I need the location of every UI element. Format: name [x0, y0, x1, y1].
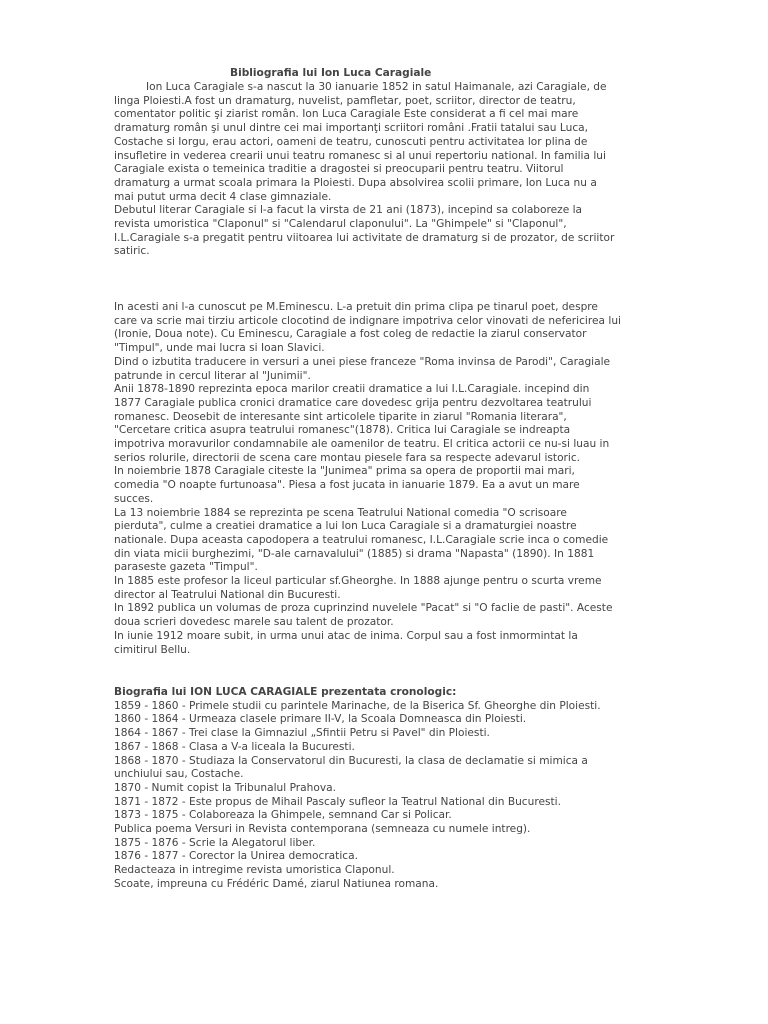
text-line: satiric.	[114, 245, 150, 258]
chronology-line: 1870 - Numit copist la Tribunalul Prahova.	[114, 781, 336, 794]
text-line: Caragiale exista o temeinica traditie a dragostei si preocuparii pentru teatru. Viitorul	[114, 163, 564, 176]
text-line: doua scrieri dovedesc marele sau talent de prozator.	[114, 616, 394, 629]
biography-body	[114, 301, 654, 657]
chronology-line: 1868 - 1870 - Studiaza la Conservatorul din Bucuresti, la clasa de declamatie si mimica a	[114, 754, 588, 767]
text-line: (Ironie, Doua note). Cu Eminescu, Caragiale a fost coleg de redactie la ziarul conservator	[114, 328, 587, 341]
chronology-line: 1873 - 1875 - Colaboreaza la Ghimpele, semnand Car si Policar.	[114, 809, 452, 822]
text-line: In 1885 este profesor la liceul particular sf.Gheorghe. In 1888 ajunge pentru o scurta vreme	[114, 575, 602, 588]
text-line: revista umoristica "Claponul" si "Calendarul claponului". La "Ghimpele" si "Claponul",	[114, 218, 567, 231]
chronology-heading: Biografia lui ION LUCA CARAGIALE prezentata cronologic:	[114, 686, 457, 698]
text-line: Anii 1878-1890 reprezinta epoca marilor creatii dramatice a lui I.L.Caragiale. incepind din	[114, 383, 590, 396]
text-line: Costache si Iorgu, erau actori, oameni de teatru, cunoscuti pentru activitatea lor plina de	[114, 135, 588, 148]
text-line: Dind o izbutita traducere in versuri a unei piese franceze "Roma invinsa de Parodi", Caragiale	[114, 355, 611, 368]
text-line: linga Ploiesti.A fost un dramaturg, nuvelist, pamfletar, poet, scriitor, director de teatru,	[114, 94, 576, 107]
text-line: comedia "O noapte furtunoasa". Piesa a fost jucata in ianuarie 1879. Ea a avut un mare	[114, 479, 580, 492]
text-line: dramaturg a urmat scoala primara la Ploiesti. Dupa absolvirea scolii primare, Ion Luca nu a	[114, 176, 597, 189]
chronology-line: Publica poema Versuri in Revista contemporana (semneaza cu numele intreg).	[114, 823, 531, 836]
text-line: comentator politic şi ziarist român. Ion Luca Caragiale Este considerat a fi cel mai mare	[114, 108, 579, 121]
text-line: paraseste gazeta "Timpul".	[114, 561, 258, 574]
text-line: In noiembrie 1878 Caragiale citeste la "Junimea" prima sa opera de proportii mai mari,	[114, 465, 575, 478]
text-line: cimitirul Bellu.	[114, 643, 191, 656]
text-line: romanesc. Deosebit de interesante sint articolele tiparite in ziarul "Romania literara",	[114, 410, 567, 423]
text-line: impotriva moravurilor condamnabile ale oamenilor de teatru. El critica actorii ce nu-si luau in	[114, 438, 610, 451]
text-line: La 13 noiembrie 1884 se reprezinta pe scena Teatrului National comedia "O scrisoare	[114, 506, 567, 519]
text-line: Ion Luca Caragiale s-a nascut la 30 ianuarie 1852 in satul Haimanale, azi Caragiale, de	[146, 81, 607, 93]
text-line: I.L.Caragiale s-a pregatit pentru viitoarea lui activitate de dramaturg si de prozator, de scriitor	[114, 231, 615, 244]
text-line: dramaturg român şi unul dintre cei mai importanţi scriitori români .Fratii tatalui sau Luca,	[114, 122, 588, 135]
text-line: "Cercetare critica asupra teatrului romanesc"(1878). Critica lui Caragiale se indreapta	[114, 424, 571, 437]
text-line: pierduta", culme a creatiei dramatice a lui Ion Luca Caragiale si a dramaturgiei noastre	[114, 520, 577, 533]
text-line: din viata micii burghezimi, "D-ale carnavalului" (1885) si drama "Napasta" (1890). In 1881	[114, 547, 595, 560]
chronology-line: unchiului sau, Costache.	[114, 768, 244, 781]
text-line: In iunie 1912 moare subit, in urma unui atac de inima. Corpul sau a fost inmormintat la	[114, 629, 578, 642]
text-line: In 1892 publica un volumas de proza cuprinzind nuvelele "Pacat" si "O faclie de pasti". Aceste	[114, 602, 613, 615]
intro-section	[114, 81, 654, 259]
chronology-section	[114, 686, 654, 892]
text-line: insufletire in vederea crearii unui teatru romanesc si al unui repertoriu national. In familia lui	[114, 149, 606, 162]
text-line: 1877 Caragiale publica cronici dramatice care dovedesc grija pentru dezvoltarea teatrului	[114, 396, 592, 409]
chronology-line: Redacteaza in intregime revista umoristica Claponul.	[114, 864, 395, 877]
chronology-line: Scoate, impreuna cu Frédéric Damé, ziarul Natiunea romana.	[114, 877, 439, 890]
text-line: nationale. Dupa aceasta capodopera a teatrului romanesc, I.L.Caragiale scrie inca o comedie	[114, 533, 609, 546]
chronology-line: 1871 - 1872 - Este propus de Mihail Pascaly sufleor la Teatrul National din Bucuresti.	[114, 795, 561, 808]
text-line: care va scrie mai tirziu articole clocotind de indignare impotriva celor vinovati de nefericirea lui	[114, 314, 621, 327]
chronology-line: 1859 - 1860 - Primele studii cu parintele Marinache, de la Biserica Sf. Gheorghe din Ploiesti.	[114, 699, 601, 712]
chronology-line: 1876 - 1877 - Corector la Unirea democratica.	[114, 850, 358, 863]
text-line: "Timpul", unde mai lucra si Ioan Slavici.	[114, 342, 325, 355]
chronology-line: 1875 - 1876 - Scrie la Alegatorul liber.	[114, 836, 316, 849]
text-line: mai putut urma decit 4 clase gimnaziale.	[114, 190, 332, 203]
text-line: succes.	[114, 492, 154, 505]
chronology-line: 1864 - 1867 - Trei clase la Gimnaziul „Sfintii Petru si Pavel" din Ploiesti.	[114, 727, 490, 740]
text-line: Debutul literar Caragiale si l-a facut la virsta de 21 ani (1873), incepind sa colaboreze la	[114, 204, 583, 217]
text-line: In acesti ani l-a cunoscut pe M.Eminescu. L-a pretuit din prima clipa pe tinarul poet, despre	[114, 301, 598, 313]
text-line: patrunde in cercul literar al "Junimii".	[114, 369, 311, 382]
chronology-line: 1860 - 1864 - Urmeaza clasele primare II-V, la Scoala Domneasca din Ploiesti.	[114, 713, 527, 726]
chronology-line: 1867 - 1868 - Clasa a V-a liceala la Bucuresti.	[114, 740, 355, 753]
text-line: serios rolurile, directorii de scena care montau piesele fara sa respecte adevarul istoric.	[114, 451, 581, 464]
text-line: director al Teatrului National din Bucuresti.	[114, 588, 341, 601]
page-title: Bibliografia lui Ion Luca Caragiale	[230, 67, 432, 79]
